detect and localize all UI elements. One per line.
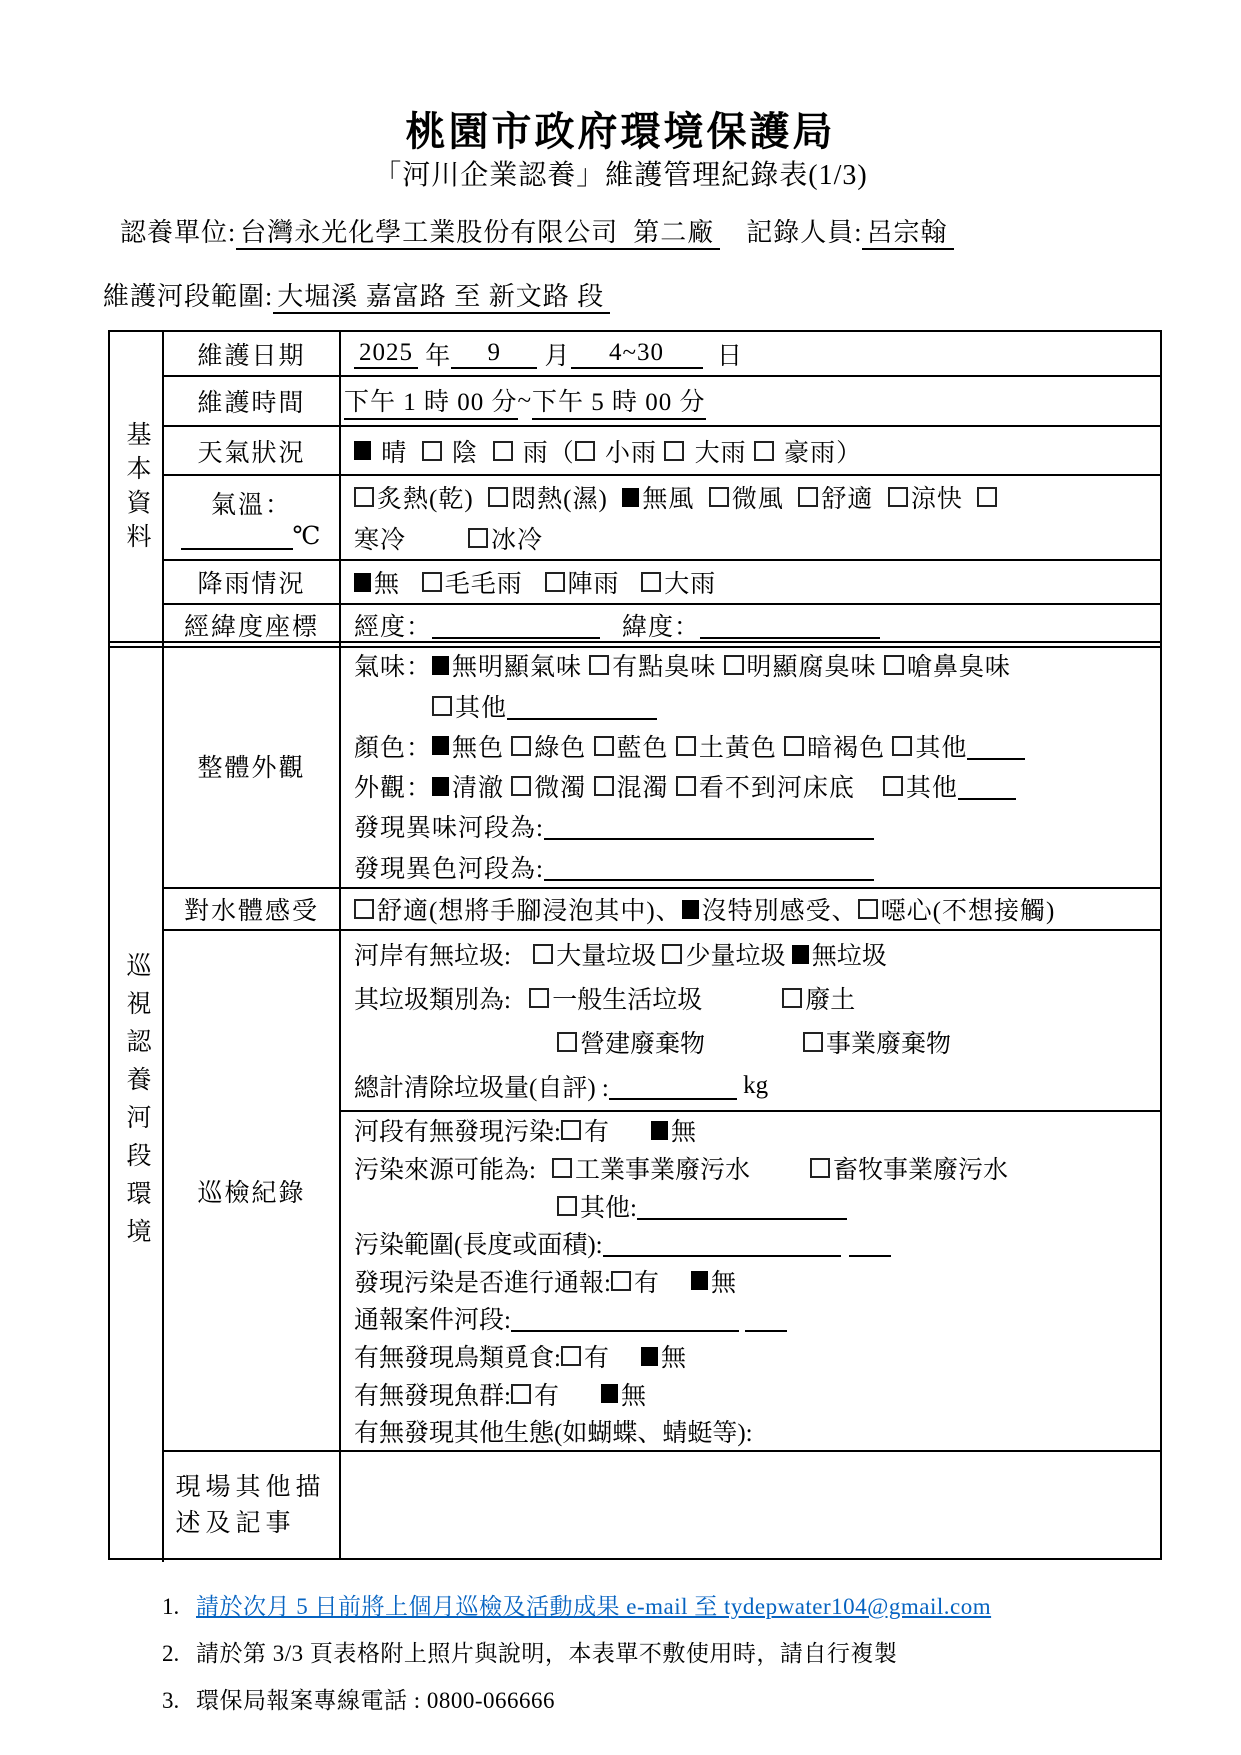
checkbox-unchecked-icon <box>977 487 997 507</box>
checkbox-unchecked-icon <box>888 487 908 507</box>
maintenance-time-content <box>341 377 1160 425</box>
form-line <box>354 1337 1160 1375</box>
text-run: 無明顯氣味 <box>452 654 590 682</box>
text-run: 無 <box>660 1345 686 1373</box>
row-maintenance-time <box>164 375 1160 425</box>
text-run: 土黃色 <box>698 734 785 762</box>
blank-underline <box>967 732 1025 760</box>
text-run: 無風 <box>642 486 709 513</box>
text-run: 營建廢棄物 <box>580 1031 706 1059</box>
section-basic-info <box>110 332 164 645</box>
text-run: 其他 <box>915 734 968 762</box>
checkbox-unchecked-icon <box>664 441 684 461</box>
form-line <box>354 1149 1160 1187</box>
text-run: 晴 <box>374 439 422 467</box>
text-run: 有 <box>583 1345 609 1373</box>
text-run: 無 <box>620 1382 646 1410</box>
form-line <box>354 1112 1160 1150</box>
recorder-label: 記錄人員: <box>746 218 863 247</box>
spacer <box>609 1356 641 1357</box>
underlined-value: 下午 5 時 00 分 <box>532 382 706 420</box>
form-line <box>354 1300 1160 1338</box>
checkbox-unchecked-icon <box>754 441 774 461</box>
form-line <box>354 645 1160 685</box>
row-label: 經緯度座標 <box>164 605 341 645</box>
form-line <box>354 1375 1160 1413</box>
row-label: 氣溫： ℃ <box>164 476 341 559</box>
row-patrol-record <box>164 929 1160 1450</box>
blank-underline <box>637 1192 847 1220</box>
row-label: 維護時間 <box>164 377 341 425</box>
checkbox-unchecked-icon <box>529 988 549 1008</box>
text-run: 發現污染是否進行通報: <box>354 1269 611 1297</box>
row-coordinates <box>164 603 1160 645</box>
text-run: 廢土 <box>805 987 856 1015</box>
row-water-feeling <box>164 887 1160 929</box>
checkbox-checked-icon <box>641 1347 658 1366</box>
form-line <box>354 562 1160 602</box>
form-line <box>354 685 1160 725</box>
text-run: 畜牧事業廢污水 <box>832 1157 1008 1185</box>
text-run: 大雨 <box>664 571 717 598</box>
checkbox-unchecked-icon <box>883 776 903 796</box>
temperature-content <box>341 476 1160 559</box>
blank-underline <box>849 1229 891 1257</box>
text-run: 陣雨 <box>567 571 642 598</box>
row-label: 巡檢紀錄 <box>164 931 341 1450</box>
form-line <box>354 518 1160 559</box>
text-run: kg <box>736 1072 769 1100</box>
page-title: 桃園市政府環境保護局 <box>405 109 836 154</box>
form-line <box>354 1262 1160 1300</box>
checkbox-checked-icon <box>682 900 699 919</box>
text-run: 有 <box>583 1119 609 1147</box>
text-run: 小雨 <box>597 439 665 467</box>
form-line <box>354 890 1160 928</box>
footnote-3 <box>162 1686 991 1716</box>
blank-underline <box>958 772 1016 800</box>
checkbox-unchecked-icon <box>545 572 565 592</box>
checkbox-unchecked-icon <box>561 1346 581 1366</box>
underlined-value: 9 <box>451 339 537 369</box>
text-run: 雨（ <box>515 439 575 467</box>
checkbox-unchecked-icon <box>557 1196 577 1216</box>
checkbox-unchecked-icon <box>511 1384 531 1404</box>
footnote-1 <box>162 1592 991 1622</box>
text-run: 事業廢棄物 <box>826 1031 952 1059</box>
blank-underline <box>511 1304 739 1332</box>
text-run: 微風 <box>731 486 799 513</box>
site-notes-content <box>341 1452 1160 1560</box>
text-run: 悶熱(濕) <box>511 486 623 513</box>
checkbox-checked-icon <box>792 945 809 964</box>
form-line <box>344 378 1160 424</box>
form-line <box>181 521 323 551</box>
river-section-line <box>103 276 610 313</box>
underlined-value: 下午 1 時 00 分 <box>344 382 518 420</box>
blank-underline <box>603 1229 841 1257</box>
row-weather <box>164 425 1160 474</box>
checkbox-checked-icon <box>432 656 449 675</box>
form-line <box>354 477 1160 518</box>
spacer <box>517 954 533 955</box>
checkbox-unchecked-icon <box>892 736 912 756</box>
checkbox-unchecked-icon <box>810 1158 830 1178</box>
text-run: 有點臭味 <box>612 654 724 682</box>
river-section-label: 維護河段範圍: <box>103 282 274 311</box>
recorder-value: 呂宗翰 <box>862 218 953 250</box>
temperature-unit-line <box>181 521 323 551</box>
pollution-block <box>341 1112 1160 1450</box>
text-run: 大量垃圾 <box>556 943 663 971</box>
text-run: 噁心(不想接觸) <box>880 898 1056 925</box>
checkbox-checked-icon <box>354 573 371 592</box>
adopting-unit-label: 認養單位: <box>120 218 237 247</box>
spacer <box>354 705 432 706</box>
text-run: 綠色 <box>534 734 594 762</box>
row-rainfall <box>164 559 1160 603</box>
spacer <box>750 1168 810 1169</box>
form-line <box>354 1224 1160 1262</box>
text-run: 其他: <box>580 1194 637 1222</box>
row-label: 對水體感受 <box>164 889 341 929</box>
form-line <box>354 726 1160 766</box>
water-feeling-content <box>341 889 1160 929</box>
checkbox-unchecked-icon <box>561 1120 581 1140</box>
form-line <box>354 766 1160 806</box>
blank-underline <box>544 853 874 881</box>
text-run: 發現異色河段為: <box>354 855 544 883</box>
text-run: 寒冷 <box>354 527 407 554</box>
checkbox-unchecked-icon <box>468 528 488 548</box>
spacer <box>705 1042 803 1043</box>
text-run: 月 <box>537 342 571 370</box>
text-run: 無 <box>710 1269 736 1297</box>
checkbox-unchecked-icon <box>589 655 609 675</box>
form-line <box>354 1412 1160 1450</box>
text-run: 緯度： <box>622 614 701 641</box>
overall-appearance-content <box>341 645 1160 887</box>
spacer <box>517 998 529 999</box>
text-run: 暗褐色 <box>807 734 893 762</box>
checkbox-unchecked-icon <box>354 487 374 507</box>
spacer <box>841 1243 849 1244</box>
footnote-2 <box>162 1639 991 1669</box>
form-line <box>354 332 1160 375</box>
spacer <box>354 1205 557 1206</box>
blank-underline <box>700 611 880 639</box>
text-run: 其垃圾類別為: <box>354 987 518 1015</box>
checkbox-unchecked-icon <box>641 572 661 592</box>
text-run: 舒適 <box>821 486 888 513</box>
text-run: 氣味： <box>354 654 433 682</box>
text-run: 無 <box>374 571 422 598</box>
row-label: 維護日期 <box>164 332 341 375</box>
spacer <box>600 625 622 626</box>
underlined-value: 4~30 <box>571 339 703 369</box>
section-basic-label: 基本資料 <box>123 420 150 557</box>
checkbox-unchecked-icon <box>533 944 553 964</box>
row-maintenance-date <box>164 332 1160 375</box>
form-line <box>354 428 1160 473</box>
checkbox-checked-icon <box>601 1384 618 1403</box>
checkbox-unchecked-icon <box>798 487 818 507</box>
checkbox-checked-icon <box>651 1121 668 1140</box>
footnote-text: 請於第 3/3 頁表格附上照片與說明，本表單不敷使用時，請自行複製 <box>196 1641 898 1666</box>
checkbox-unchecked-icon <box>782 988 802 1008</box>
checkbox-unchecked-icon <box>354 899 374 919</box>
checkbox-unchecked-icon <box>422 572 442 592</box>
text-run: 發現異味河段為: <box>354 815 544 843</box>
footnote-number: 3. <box>162 1688 180 1713</box>
text-run: 顏色： <box>354 734 433 762</box>
checkbox-unchecked-icon <box>488 487 508 507</box>
adopting-unit-line <box>120 212 954 249</box>
form-line <box>354 847 1160 887</box>
footnote-number: 2. <box>162 1641 180 1666</box>
form-line <box>354 1064 1160 1108</box>
checkbox-unchecked-icon <box>709 487 729 507</box>
row-temperature <box>164 474 1160 559</box>
checkbox-unchecked-icon <box>676 776 696 796</box>
text-run: 涼快 <box>910 486 978 513</box>
text-run: 通報案件河段: <box>354 1307 511 1335</box>
checkbox-unchecked-icon <box>803 1032 823 1052</box>
checkbox-unchecked-icon <box>611 1271 631 1291</box>
form-line <box>354 606 1160 644</box>
text-run: 看不到河床底 <box>698 775 855 803</box>
text-run: 有 <box>633 1269 659 1297</box>
checkbox-unchecked-icon <box>557 1032 577 1052</box>
text-run: 混濁 <box>616 775 676 803</box>
section-patrol-env <box>110 645 164 1562</box>
checkbox-unchecked-icon <box>511 736 531 756</box>
checkbox-unchecked-icon <box>594 776 614 796</box>
text-run: 炙熱(乾) <box>377 486 489 513</box>
blank-underline <box>609 1072 737 1100</box>
text-run: 有無發現魚群: <box>354 1382 511 1410</box>
checkbox-unchecked-icon <box>858 899 878 919</box>
text-run: 有無發現鳥類覓食: <box>354 1345 561 1373</box>
text-run: 其他 <box>455 694 508 722</box>
spacer <box>354 1042 557 1043</box>
text-run: 少量垃圾 <box>685 943 792 971</box>
patrol-record-content <box>341 931 1160 1450</box>
text-run: 其他 <box>905 775 958 803</box>
checkbox-checked-icon <box>432 777 449 796</box>
text-run: 外觀： <box>354 775 433 803</box>
text-run: 年 <box>418 342 452 370</box>
maintenance-date-content <box>341 332 1160 375</box>
spacer <box>659 1280 691 1281</box>
row-label: 天氣狀況 <box>164 427 341 474</box>
checkbox-unchecked-icon <box>511 776 531 796</box>
footnote-number: 1. <box>162 1594 180 1619</box>
text-run: 微濁 <box>534 775 594 803</box>
checkbox-unchecked-icon <box>724 655 744 675</box>
text-run: 有無發現其他生態(如蝴蝶、蜻蜓等): <box>354 1420 753 1448</box>
blank-underline <box>507 692 657 720</box>
text-run: 毛毛雨 <box>444 571 545 598</box>
underlined-value: 2025 <box>354 339 418 369</box>
checkbox-unchecked-icon <box>676 736 696 756</box>
checkbox-checked-icon <box>622 488 639 507</box>
adopting-unit-value: 台灣永光化學工業股份有限公司 第二廠 <box>236 218 720 250</box>
text-run: 總計清除垃圾量(自評) : <box>354 1075 609 1103</box>
text-run: 明顯腐臭味 <box>746 654 884 682</box>
row-site-notes <box>164 1450 1160 1560</box>
checkbox-unchecked-icon <box>575 441 595 461</box>
checkbox-checked-icon <box>354 441 371 460</box>
blank-underline <box>745 1304 787 1332</box>
text-run: 污染來源可能為: <box>354 1157 536 1185</box>
text-run: 經度： <box>354 614 433 641</box>
text-run: 無 <box>670 1119 696 1147</box>
text-run: 清澈 <box>452 775 512 803</box>
checkbox-checked-icon <box>691 1271 708 1290</box>
checkbox-unchecked-icon <box>552 1158 572 1178</box>
spacer <box>536 1168 552 1169</box>
text-run: 冰冷 <box>491 527 544 554</box>
checkbox-unchecked-icon <box>784 736 804 756</box>
garbage-block <box>341 931 1160 1112</box>
blank-underline <box>544 812 874 840</box>
rainfall-content <box>341 561 1160 603</box>
spacer <box>855 786 883 787</box>
spacer <box>406 538 468 539</box>
coordinates-content <box>341 605 1160 645</box>
checkbox-checked-icon <box>432 736 449 755</box>
text-run: 有 <box>533 1382 559 1410</box>
checkbox-unchecked-icon <box>422 441 442 461</box>
text-run: 沒特別感受、 <box>701 898 858 925</box>
text-run: 藍色 <box>616 734 676 762</box>
text-run: 一般生活垃圾 <box>552 987 703 1015</box>
text-run: 河段有無發現污染: <box>354 1119 561 1147</box>
text-run: ~ <box>517 387 533 414</box>
section-patrol-label: 巡視認養河段環境 <box>123 951 150 1256</box>
footnotes <box>162 1592 991 1733</box>
checkbox-unchecked-icon <box>493 441 513 461</box>
form-line <box>354 932 1160 976</box>
text-run: 工業事業廢污水 <box>574 1157 750 1185</box>
form-table <box>108 330 1162 1560</box>
checkbox-unchecked-icon <box>594 736 614 756</box>
text-run: 舒適(想將手腳浸泡其中)、 <box>377 898 682 925</box>
form-line <box>354 806 1160 846</box>
page-subtitle: 「河川企業認養」維護管理紀錄表(1/3) <box>373 160 868 191</box>
footnote-text: 環保局報案專線電話 : 0800-066666 <box>196 1688 556 1713</box>
text-run: 豪雨） <box>776 439 863 467</box>
blank-underline <box>181 522 293 550</box>
row-overall-appearance <box>164 645 1160 887</box>
text-run: 無色 <box>452 734 512 762</box>
blank-underline <box>432 611 600 639</box>
spacer <box>559 1393 601 1394</box>
row-label: 降雨情況 <box>164 561 341 603</box>
form-line <box>354 1187 1160 1225</box>
river-section-value: 大堀溪 嘉富路 至 新文路 段 <box>273 282 610 314</box>
weather-content <box>341 427 1160 474</box>
text-run: 污染範圍(長度或面積): <box>354 1232 603 1260</box>
footnote-email-link[interactable]: 請於次月 5 日前將上個月巡檢及活動成果 e-mail 至 tydepwater104@gmail.com <box>196 1594 992 1619</box>
checkbox-unchecked-icon <box>884 655 904 675</box>
text-run: 嗆鼻臭味 <box>906 654 1011 682</box>
row-label: 整體外觀 <box>164 645 341 887</box>
spacer <box>609 1130 651 1131</box>
text-run: 日 <box>702 342 744 370</box>
text-run: 大雨 <box>687 439 754 467</box>
form-line <box>354 976 1160 1020</box>
text-run: 河岸有無垃圾: <box>354 943 518 971</box>
row-label: 現場其他描述及記事 <box>164 1452 341 1560</box>
checkbox-unchecked-icon <box>432 696 452 716</box>
text-run: ℃ <box>292 522 323 550</box>
spacer <box>702 998 782 999</box>
form-line <box>354 1020 1160 1064</box>
text-run: 無垃圾 <box>811 943 887 971</box>
text-run: 陰 <box>444 439 493 467</box>
checkbox-unchecked-icon <box>662 944 682 964</box>
